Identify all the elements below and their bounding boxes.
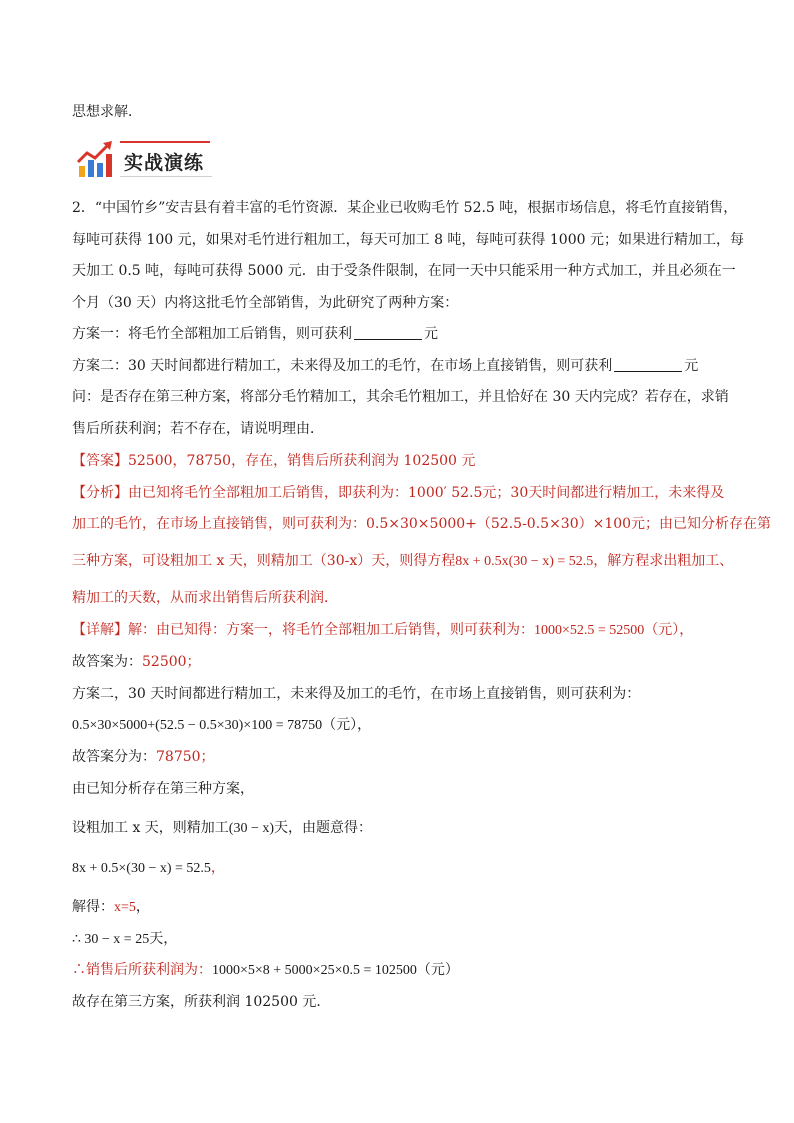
detail-line-12: 故存在第三方案，所获利润 102500 元． bbox=[72, 994, 331, 1010]
detail-line-1 bbox=[72, 620, 693, 641]
detail-math-8: 8x + 0.5×(30 − x) = 52.5 bbox=[72, 861, 211, 876]
detail-math-7: (30 − x) bbox=[228, 821, 275, 836]
problem-line-2: 每吨可获得 100 元，如果对毛竹进行粗加工，每天可加工 8 吨，每吨可获得 1000 元；如果进行精加工，每 bbox=[72, 232, 744, 248]
detail-math-1: 1000×52.5 = 52500 bbox=[534, 623, 645, 638]
detail-text-11: ∴销售后所获利润为： bbox=[72, 962, 212, 978]
detail-line-10 bbox=[72, 929, 177, 950]
detail-text-5: 故答案分为： bbox=[72, 749, 156, 765]
detail-text-4b: （元）， bbox=[322, 717, 372, 733]
detail-line-4 bbox=[72, 715, 371, 736]
analysis-line-1 bbox=[72, 483, 724, 503]
detail-text-1: 解：由已知得：方案一，将毛竹全部粗加工后销售，则可获利为： bbox=[128, 622, 534, 638]
detail-tag: 【详解】 bbox=[72, 622, 128, 638]
bar-chart-arrow-icon bbox=[76, 140, 116, 180]
detail-text-7b: 天，由题意得： bbox=[274, 820, 373, 836]
detail-text-8b: ， bbox=[210, 860, 225, 876]
section-banner bbox=[76, 138, 216, 178]
intro-tail: 思想求解． bbox=[72, 104, 142, 120]
detail-line-9 bbox=[72, 897, 150, 918]
plan-two-blank bbox=[614, 357, 682, 372]
detail-math-4: 0.5×30×5000+(52.5 − 0.5×30)×100 = 78750 bbox=[72, 718, 323, 733]
detail-value-2: 52500； bbox=[142, 654, 201, 670]
detail-line-2 bbox=[72, 652, 201, 672]
plan-one-text: 方案一：将毛竹全部粗加工后销售，则可获利 bbox=[72, 326, 352, 342]
analysis-text-1: 由已知将毛竹全部粗加工后销售，即获利为：1000′ 52.5元；30天时间都进行精加工，未来得及 bbox=[128, 485, 725, 501]
detail-line-6: 由已知分析存在第三种方案， bbox=[72, 781, 254, 797]
plan-two-text: 方案二：30 天时间都进行精加工，未来得及加工的毛竹，在市场上直接销售，则可获利 bbox=[72, 358, 613, 374]
detail-math-10: ∴ 30 − x = 25天， bbox=[72, 932, 178, 947]
analysis-text-3: 三种方案，可设粗加工 x 天，则精加工（30-x）天，则得方程 bbox=[72, 553, 456, 569]
detail-line-7 bbox=[72, 818, 372, 839]
detail-math-9: x=5 bbox=[114, 900, 136, 915]
detail-text-1b: （元）， bbox=[644, 622, 694, 638]
detail-value-5: 78750； bbox=[156, 749, 215, 765]
problem-line-3: 天加工 0.5 吨，每吨可获得 5000 元．由于受条件限制，在同一天中只能采用一种方式加工，并且必须在一 bbox=[72, 263, 736, 279]
section-title: 实战演练 bbox=[124, 152, 205, 174]
problem-line-1: 2．“中国竹乡”安吉县有着丰富的毛竹资源．某企业已收购毛竹 52.5 吨，根据市场信息，将毛竹直接销售， bbox=[72, 200, 738, 216]
detail-line-8 bbox=[72, 858, 225, 879]
analysis-tag: 【分析】 bbox=[72, 485, 128, 501]
detail-text-2: 故答案为： bbox=[72, 654, 142, 670]
plan-one-line bbox=[72, 324, 438, 344]
question-line-2: 售后所获利润；若不存在，请说明理由． bbox=[72, 421, 324, 437]
detail-line-11 bbox=[72, 960, 459, 981]
plan-one-unit: 元 bbox=[424, 326, 438, 342]
section-top-rule bbox=[120, 141, 210, 143]
answer-line bbox=[72, 451, 475, 471]
plan-two-unit: 元 bbox=[684, 358, 699, 374]
section-bottom-rule bbox=[120, 176, 212, 177]
detail-text-9b: ， bbox=[135, 899, 150, 915]
analysis-text-3b: ，解方程求出粗加工、 bbox=[593, 553, 734, 569]
question-line-1: 问：是否存在第三种方案，将部分毛竹精加工，其余毛竹粗加工，并且恰好在 30 天内完成？若存在，求销 bbox=[72, 389, 729, 405]
analysis-equation: 8x + 0.5x(30 − x) = 52.5 bbox=[455, 554, 594, 569]
detail-line-3: 方案二，30 天时间都进行精加工，未来得及加工的毛竹，在市场上直接销售，则可获利为： bbox=[72, 686, 641, 702]
detail-line-5 bbox=[72, 747, 215, 767]
analysis-line-2: 加工的毛竹，在市场上直接销售，则可获利为：0.5×30×5000+（52.5-0.5×30）×100元；由已知分析存在第 bbox=[72, 516, 772, 532]
plan-one-blank bbox=[354, 325, 422, 340]
detail-math-11: 1000×5×8 + 5000×25×0.5 = 102500 bbox=[212, 963, 417, 978]
detail-text-9: 解得： bbox=[72, 899, 114, 915]
detail-text-11b: （元） bbox=[416, 962, 459, 978]
analysis-line-3 bbox=[72, 551, 733, 572]
answer-tag: 【答案】 bbox=[72, 453, 128, 469]
answer-text: 52500，78750，存在，销售后所获利润为 102500 元 bbox=[128, 453, 476, 469]
plan-two-line bbox=[72, 356, 698, 376]
analysis-line-4: 精加工的天数，从而求出销售后所获利润． bbox=[72, 590, 338, 606]
problem-line-4: 个月（30 天）内将这批毛竹全部销售，为此研究了两种方案： bbox=[72, 295, 459, 311]
detail-text-7: 设粗加工 x 天，则精加工 bbox=[72, 820, 229, 836]
